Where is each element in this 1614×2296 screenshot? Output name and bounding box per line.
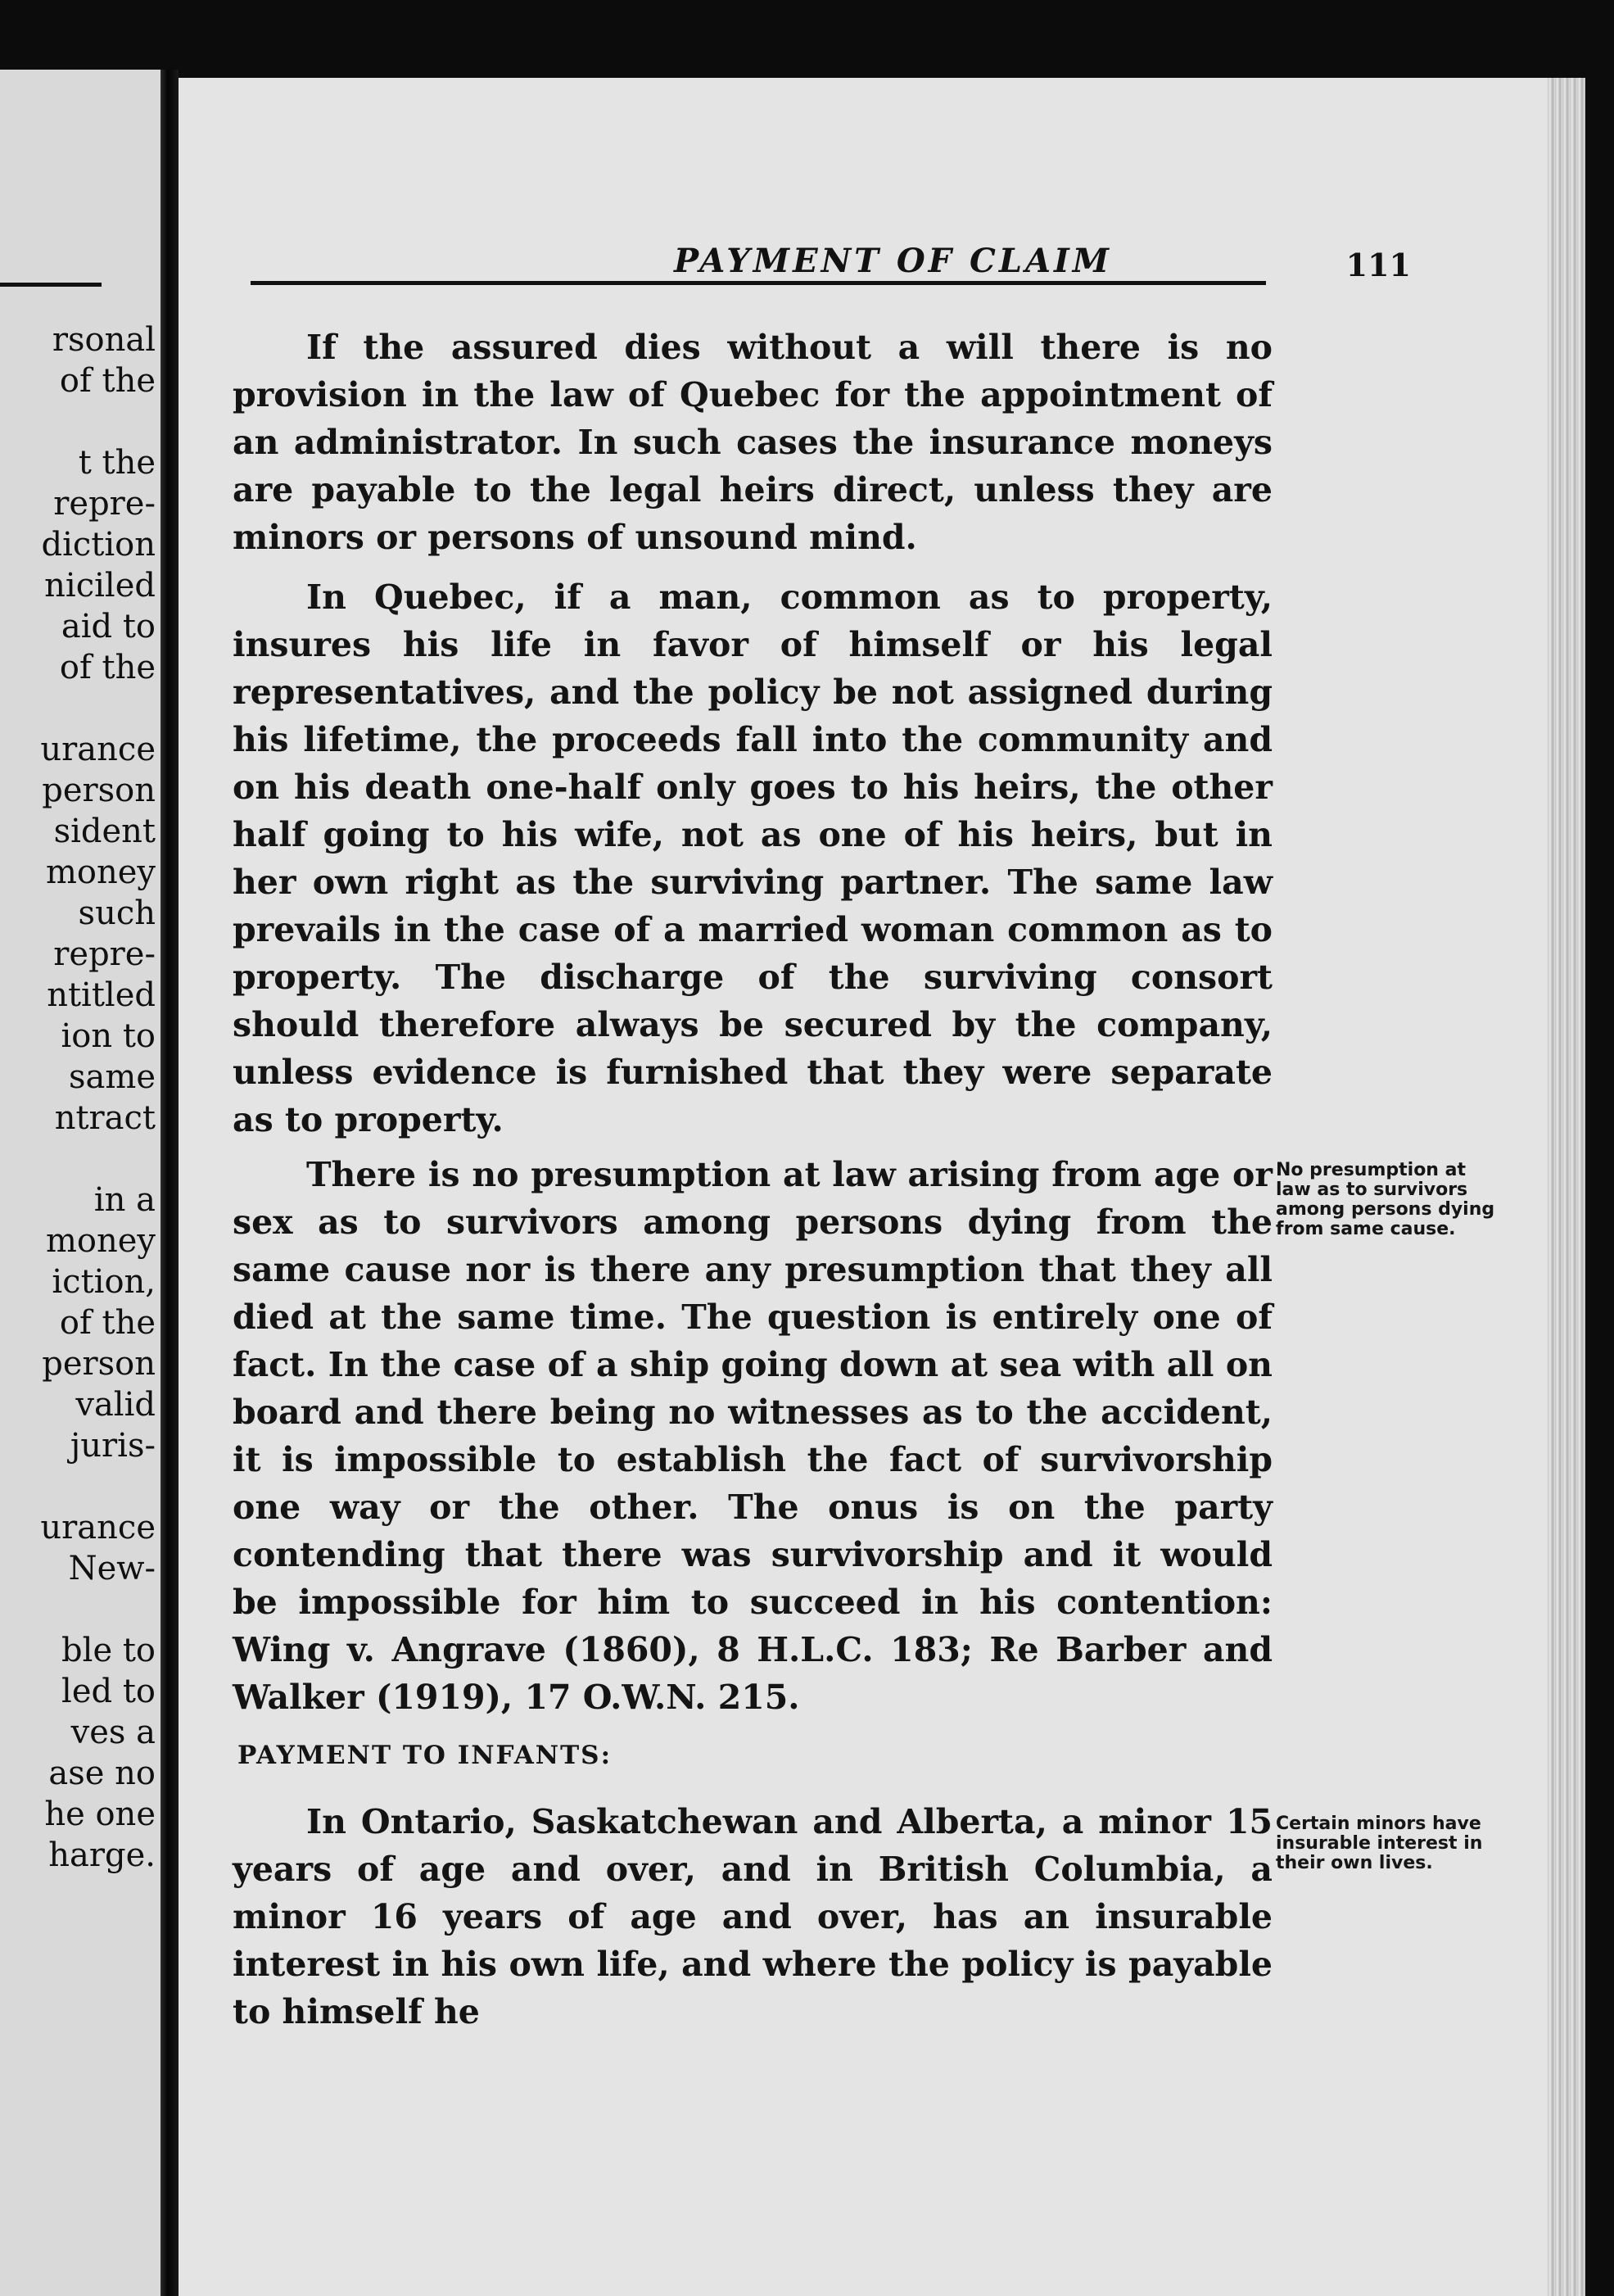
page-edge — [1548, 78, 1585, 2296]
previous-page-line: t the — [78, 444, 156, 482]
previous-page-line: ble to — [61, 1632, 156, 1669]
previous-page-line: juris- — [70, 1427, 156, 1465]
previous-page-line: person — [42, 772, 156, 809]
running-title: PAYMENT OF CLAIM — [674, 242, 1112, 280]
previous-page-line: money — [45, 854, 156, 891]
paragraph-2: In Quebec, if a man, common as to property, insures his life in favor of himself or his legal representatives, and the policy be not assigned during his lifetime, the proceeds fall into the community and on his death one-half only goes to his heirs, the other half going to his wife, not as one of his heirs, but in her own right as the surviving partner. The same law prevails in the case of a married woman common as to property. The discharge of the surviving consort should therefore always be secured by the company, unless evidence is furnished that they were separate as to property. — [233, 577, 1273, 1139]
previous-page-line: of the — [59, 1304, 156, 1342]
previous-page-line: sident — [53, 813, 156, 850]
previous-page-line: valid — [75, 1386, 156, 1424]
previous-page-line: of the — [59, 362, 156, 400]
section-heading: PAYMENT TO INFANTS: — [237, 1741, 613, 1770]
previous-page-line: ase no — [48, 1755, 156, 1792]
previous-page-line: in a — [93, 1181, 156, 1219]
previous-page-line: aid to — [61, 608, 156, 645]
paragraph-4: In Ontario, Saskatchewan and Alberta, a minor 15 years of age and over, and in British Columbia, a minor 16 years of age and over, has an insurable interest in his own life, and where the policy is payable to himself he — [233, 1802, 1273, 2031]
page-number: 111 — [1345, 247, 1411, 283]
previous-page-line: ntract — [54, 1099, 156, 1137]
previous-page-line: person — [42, 1345, 156, 1383]
previous-page-line: ves a — [70, 1714, 156, 1751]
previous-page-line: repre- — [53, 935, 156, 973]
previous-page-line: of the — [59, 649, 156, 686]
paragraph-3: There is no presumption at law arising from age or sex as to survivors among persons dying from the same cause nor is there any presumption that they all died at the same time. The question is entirely one of fact. In the case of a ship going down at sea with all on board and there being no witnesses as to the accident, it is impossible to establish the fact of survivorship one way or the other. The onus is on the party contending that there was survivorship and it would be impossible for him to succeed in his contention: Wing v. Angrave (1860), 8 H.L.C. 183; Re Barber and Walker (1919), 17 O.W.N. 215. — [233, 1155, 1273, 1717]
previous-page-line: urance — [40, 731, 156, 768]
previous-page-line: rsonal — [52, 321, 156, 359]
running-head — [375, 242, 1411, 283]
previous-page-line: money — [45, 1222, 156, 1260]
previous-page-line: diction — [41, 526, 156, 564]
marginal-note-survivors: No presumption at law as to survivors among persons dying from same cause. — [1276, 1160, 1495, 1239]
previous-page-line: iction, — [52, 1263, 156, 1301]
book-spine — [160, 70, 179, 2296]
previous-page-line: urance — [40, 1509, 156, 1547]
previous-page-line: ntitled — [47, 976, 156, 1014]
previous-page-head-rule — [0, 283, 102, 287]
book-page — [179, 78, 1585, 2296]
previous-page-line: repre- — [53, 485, 156, 523]
previous-page-line: harge. — [48, 1836, 156, 1874]
previous-page-line: he one — [44, 1796, 156, 1833]
previous-page-line: such — [78, 894, 156, 932]
previous-page-line: New- — [68, 1550, 156, 1587]
previous-page-fragment — [0, 70, 160, 2296]
paragraph-1: If the assured dies without a will there is no provision in the law of Quebec for the appointment of an administrator. In such cases the insurance moneys are payable to the legal heirs direct, unless they are minors or persons of unsound mind. — [233, 328, 1273, 557]
previous-page-line: led to — [61, 1673, 156, 1710]
previous-page-line: same — [69, 1058, 156, 1096]
previous-page-line: niciled — [44, 567, 156, 605]
head-rule — [251, 281, 1266, 285]
previous-page-line: ion to — [61, 1017, 156, 1055]
marginal-note-minors: Certain minors have insurable interest in their own lives. — [1276, 1814, 1483, 1873]
